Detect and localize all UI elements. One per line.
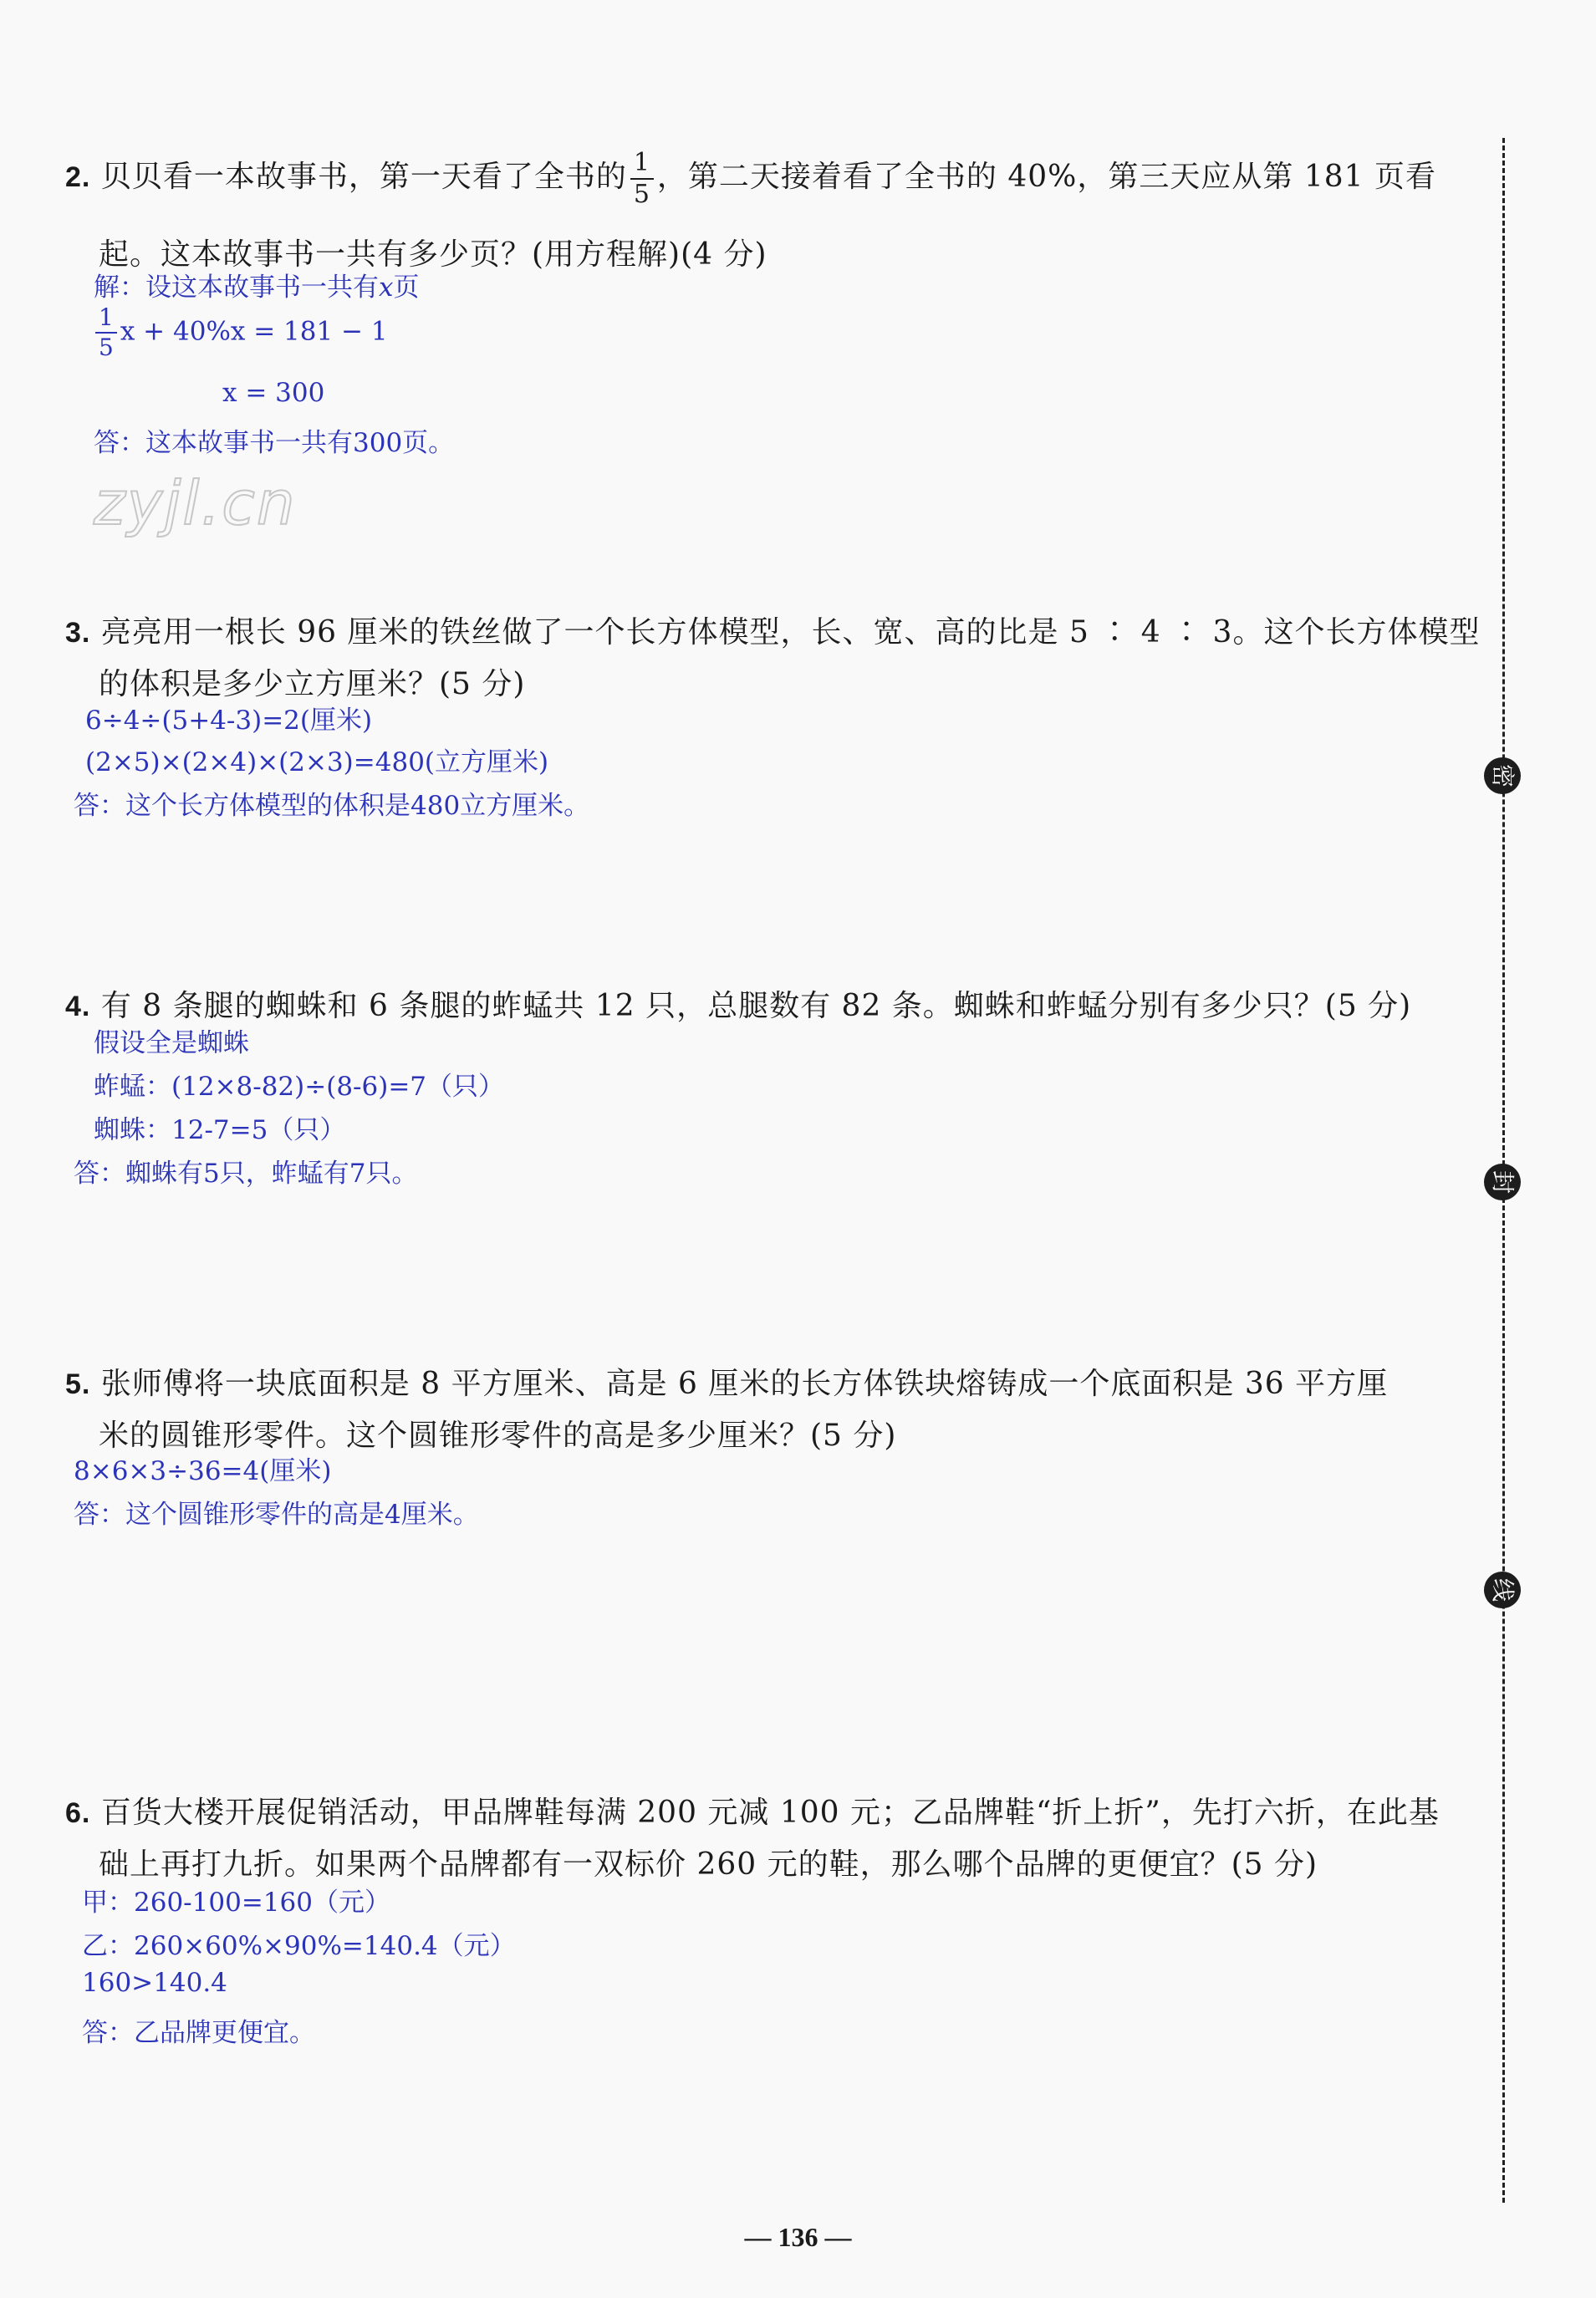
question-text: ，第二天接着看了全书的 40%，第三天应从第 181 页看 [656, 160, 1436, 194]
equation-result: x = 300 [222, 378, 325, 408]
question-6-line-1 [65, 1789, 1440, 1832]
question-2-line-1 [65, 150, 1436, 207]
answer-line: 160>140.4 [82, 1968, 227, 1998]
question-text: 张师傅将一块底面积是 8 平方厘米、高是 6 厘米的长方体铁块熔铸成一个底面积是 36 平方厘 [100, 1367, 1389, 1401]
answer-line: 蜘蛛：12-7=5（只） [94, 1115, 346, 1145]
answer-line: 6÷4÷(5+4-3)=2(厘米) [85, 706, 373, 736]
page-number: — 136 — [744, 2222, 852, 2252]
answer-statement: 答：乙品牌更便宜。 [82, 2018, 315, 2048]
question-5-line-1 [65, 1360, 1388, 1403]
question-number: 2. [65, 161, 91, 193]
fraction-denominator: 5 [99, 334, 114, 361]
question-number: 6. [65, 1797, 91, 1829]
answer-statement: 答：这个长方体模型的体积是480立方厘米。 [74, 791, 590, 821]
binding-mark-seal: 线 [1484, 1572, 1521, 1608]
watermark-logo: zyjl.cn [94, 468, 297, 538]
answer-statement: 答：蜘蛛有5只，蚱蜢有7只。 [74, 1159, 418, 1189]
answer-line: 蚱蜢：(12×8-82)÷(8-6)=7（只） [94, 1072, 505, 1102]
fraction-numerator: 1 [630, 150, 654, 180]
question-3-line-2: 的体积是多少立方厘米？(5 分) [99, 667, 526, 701]
equation-line [92, 303, 388, 361]
answer-line: 假设全是蜘蛛 [94, 1028, 249, 1058]
question-text: 亮亮用一根长 96 厘米的铁丝做了一个长方体模型，长、宽、高的比是 5 ∶ 4 ∶ 3。这个长方体模型 [100, 615, 1481, 650]
question-4-line-1 [65, 982, 1411, 1025]
answer-variable: x [379, 273, 394, 303]
question-number: 3. [65, 617, 91, 649]
fraction [630, 150, 654, 207]
question-number: 5. [65, 1368, 91, 1400]
answer-line: (2×5)×(2×4)×(2×3)=480(立方厘米) [85, 747, 549, 777]
answer-line [94, 266, 419, 303]
question-number: 4. [65, 991, 91, 1022]
question-text: 贝贝看一本故事书，第一天看了全书的 [100, 160, 627, 194]
answer-statement: 答：这个圆锥形零件的高是4厘米。 [74, 1500, 479, 1530]
answer-line: 甲：260-100=160（元） [82, 1888, 390, 1918]
question-2-line-2: 起。这本故事书一共有多少页？(用方程解)(4 分) [99, 237, 767, 272]
question-text: 有 8 条腿的蜘蛛和 6 条腿的蚱蜢共 12 只，总腿数有 82 条。蜘蛛和蚱蜢分别有多少只？(5 分) [100, 989, 1412, 1023]
answer-text: 解：设这本故事书一共有 [94, 273, 379, 303]
question-text: 百货大楼开展促销活动，甲品牌鞋每满 200 元减 100 元；乙品牌鞋“折上折”，先打六折，在此基 [100, 1796, 1440, 1830]
answer-text: 页 [393, 273, 420, 303]
fraction-numerator: 1 [95, 306, 117, 334]
question-5-line-2: 米的圆锥形零件。这个圆锥形零件的高是多少厘米？(5 分) [99, 1419, 897, 1453]
question-6-line-2: 础上再打九折。如果两个品牌都有一双标价 260 元的鞋，那么哪个品牌的更便宜？(5 分) [99, 1847, 1318, 1882]
binding-mark-seal: 密 [1484, 757, 1521, 794]
question-3-line-1 [65, 609, 1480, 651]
equation-fraction [95, 303, 117, 361]
binding-mark-seal: 封 [1484, 1164, 1521, 1200]
equation-text: x + 40%x = 181 − 1 [120, 316, 388, 347]
answer-statement: 答：这本故事书一共有300页。 [94, 428, 455, 458]
answer-line: 乙：260×60%×90%=140.4（元） [82, 1931, 516, 1961]
fraction-denominator: 5 [633, 180, 650, 209]
answer-line: 8×6×3÷36=4(厘米) [74, 1456, 332, 1486]
